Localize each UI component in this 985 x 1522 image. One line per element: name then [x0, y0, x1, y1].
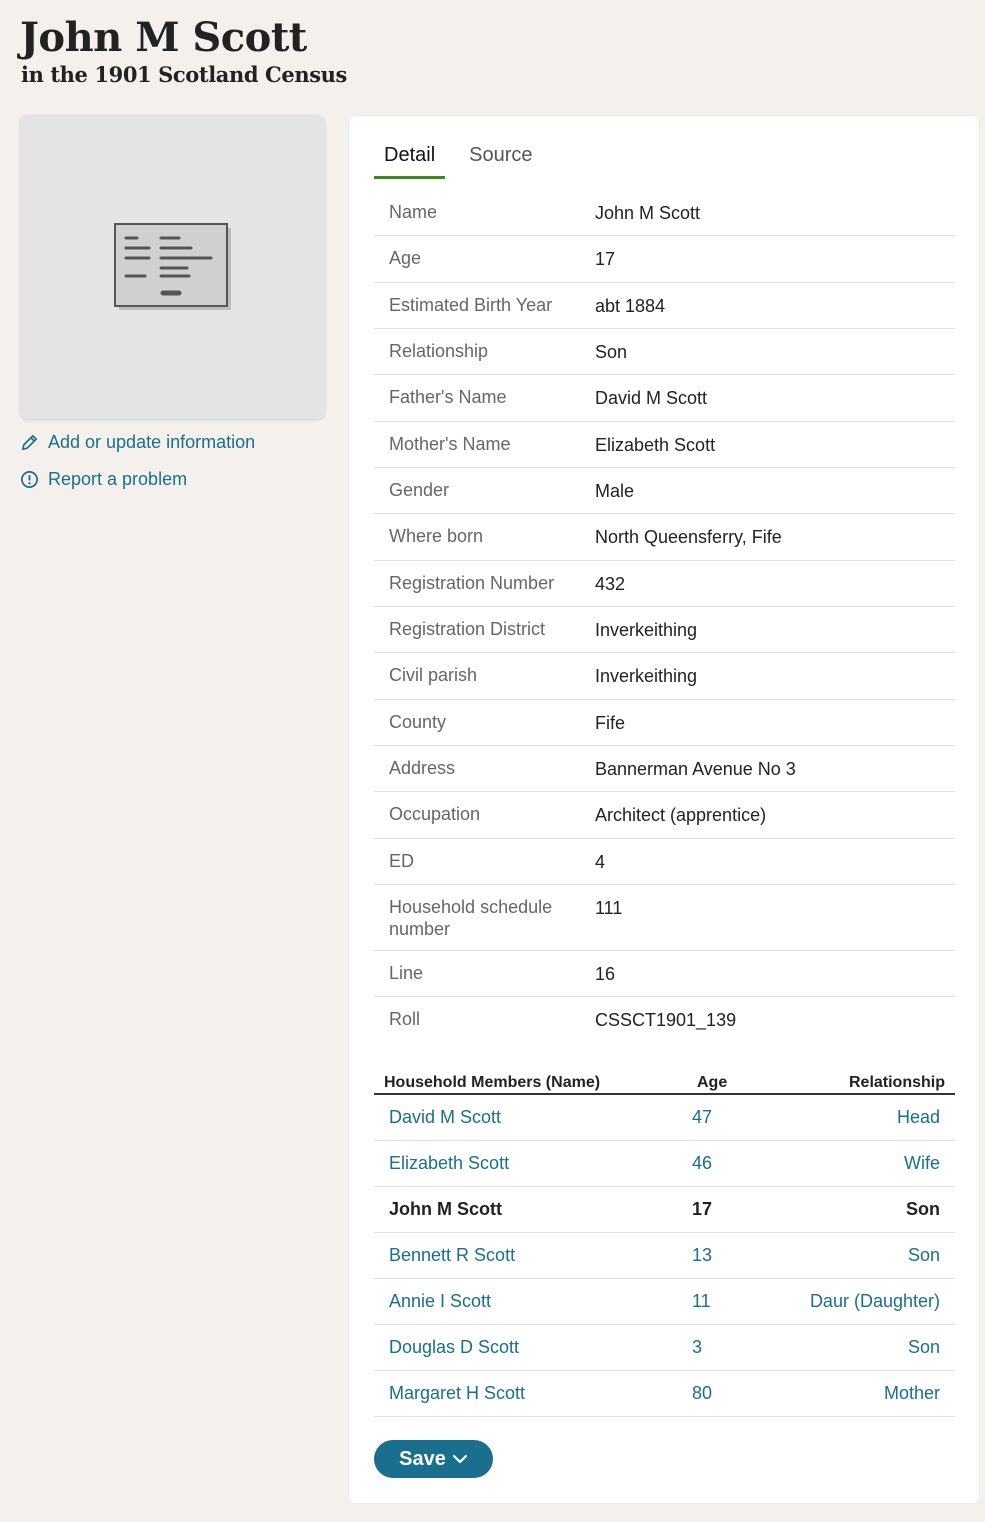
detail-label: Estimated Birth Year	[389, 295, 553, 315]
member-relationship[interactable]: Wife	[904, 1153, 940, 1173]
detail-label: Address	[389, 758, 456, 778]
tab-detail[interactable]: Detail	[374, 142, 445, 179]
alert-circle-icon	[20, 470, 39, 489]
detail-label: Roll	[389, 1009, 421, 1029]
detail-label: Mother's Name	[389, 434, 511, 454]
detail-value: Bannerman Avenue No 3	[595, 759, 796, 779]
add-update-info-label: Add or update information	[48, 432, 256, 452]
detail-value: John M Scott	[595, 203, 701, 223]
detail-row	[374, 375, 955, 422]
detail-row	[374, 468, 955, 514]
detail-row	[374, 514, 955, 561]
detail-value: Elizabeth Scott	[595, 435, 716, 455]
detail-value: 111	[595, 898, 623, 918]
page-title: John M Scott	[20, 14, 307, 61]
detail-row	[374, 653, 955, 700]
member-relationship[interactable]: Head	[896, 1107, 940, 1127]
member-name-link[interactable]: Annie I Scott	[389, 1291, 492, 1311]
detail-label: Relationship	[389, 341, 489, 361]
detail-label: ED	[389, 851, 415, 871]
household-member-row[interactable]	[374, 1141, 955, 1187]
detail-value: David M Scott	[595, 388, 708, 408]
member-name-link[interactable]: David M Scott	[389, 1107, 502, 1127]
household-member-row[interactable]	[374, 1371, 955, 1417]
detail-row	[374, 746, 955, 792]
detail-label: Name	[389, 202, 438, 222]
save-button[interactable]	[374, 1440, 493, 1478]
detail-row	[374, 283, 955, 329]
tab-source[interactable]: Source	[469, 144, 533, 166]
detail-row	[374, 329, 955, 375]
detail-label: Household schedule number	[389, 897, 553, 939]
detail-value: Inverkeithing	[595, 666, 698, 686]
member-age[interactable]: 47	[692, 1107, 713, 1127]
member-age: 17	[692, 1199, 713, 1219]
household-member-row[interactable]	[374, 1279, 955, 1325]
detail-label: Line	[389, 963, 424, 983]
report-problem-link[interactable]	[20, 469, 187, 490]
detail-label: Father's Name	[389, 387, 507, 407]
member-relationship[interactable]: Daur (Daughter)	[809, 1291, 940, 1311]
detail-row	[374, 190, 955, 236]
detail-value: 17	[595, 249, 616, 269]
detail-value: Son	[595, 342, 628, 362]
census-record-icon	[113, 222, 233, 312]
pencil-icon	[20, 433, 39, 452]
detail-label: Age	[389, 248, 422, 268]
member-age[interactable]: 46	[692, 1153, 713, 1173]
member-age[interactable]: 3	[692, 1337, 703, 1357]
member-name-link[interactable]: Bennett R Scott	[389, 1245, 516, 1265]
detail-label: Where born	[389, 526, 484, 546]
detail-value: 16	[595, 964, 616, 984]
member-name: John M Scott	[389, 1199, 502, 1219]
household-member-row[interactable]	[374, 1095, 955, 1141]
detail-row	[374, 951, 955, 997]
member-relationship[interactable]: Son	[907, 1245, 940, 1265]
detail-table	[374, 190, 955, 1043]
detail-label: Civil parish	[389, 665, 478, 685]
member-name-link[interactable]: Douglas D Scott	[389, 1337, 520, 1357]
detail-value: Inverkeithing	[595, 620, 698, 640]
member-age[interactable]: 11	[692, 1291, 711, 1311]
household-header-age: Age	[697, 1074, 728, 1091]
detail-row	[374, 236, 955, 283]
detail-row	[374, 997, 955, 1043]
detail-value: CSSCT1901_139	[595, 1010, 737, 1030]
record-tabs	[374, 142, 543, 178]
detail-row	[374, 700, 955, 746]
record-image-placeholder[interactable]	[20, 115, 325, 419]
page-subtitle: in the 1901 Scotland Census	[21, 62, 347, 87]
detail-label: Occupation	[389, 804, 481, 824]
household-member-row[interactable]	[374, 1325, 955, 1371]
detail-row	[374, 885, 955, 951]
detail-row	[374, 422, 955, 468]
detail-label: Registration District	[389, 619, 546, 639]
household-header-relationship: Relationship	[848, 1074, 945, 1091]
detail-value: Male	[595, 481, 635, 501]
detail-label: County	[389, 712, 447, 732]
member-age[interactable]: 13	[692, 1245, 713, 1265]
detail-row	[374, 607, 955, 653]
detail-value: Fife	[595, 713, 626, 733]
add-update-info-link[interactable]	[20, 432, 255, 453]
detail-value: Architect (apprentice)	[595, 805, 767, 825]
detail-value: abt 1884	[595, 296, 666, 316]
detail-value: North Queensferry, Fife	[595, 527, 782, 547]
detail-row	[374, 792, 955, 839]
report-problem-label: Report a problem	[48, 469, 188, 489]
member-relationship[interactable]: Mother	[883, 1383, 940, 1403]
household-member-row[interactable]	[374, 1233, 955, 1279]
detail-row	[374, 561, 955, 607]
detail-value: 4	[595, 852, 606, 872]
chevron-down-icon	[452, 1453, 468, 1465]
member-name-link[interactable]: Margaret H Scott	[389, 1383, 526, 1403]
household-header-name: Household Members (Name)	[384, 1074, 601, 1091]
record-card	[349, 116, 979, 1503]
household-member-row-current	[374, 1187, 955, 1233]
member-relationship[interactable]: Son	[907, 1337, 940, 1357]
member-relationship: Son	[906, 1199, 940, 1219]
detail-value: 432	[595, 574, 626, 594]
member-name-link[interactable]: Elizabeth Scott	[389, 1153, 510, 1173]
detail-label: Registration Number	[389, 573, 555, 593]
detail-row	[374, 839, 955, 885]
household-header-row	[374, 1071, 955, 1095]
household-members-table	[374, 1071, 955, 1417]
member-age[interactable]: 80	[692, 1383, 713, 1403]
detail-label: Gender	[389, 480, 450, 500]
save-label: Save	[399, 1447, 446, 1470]
